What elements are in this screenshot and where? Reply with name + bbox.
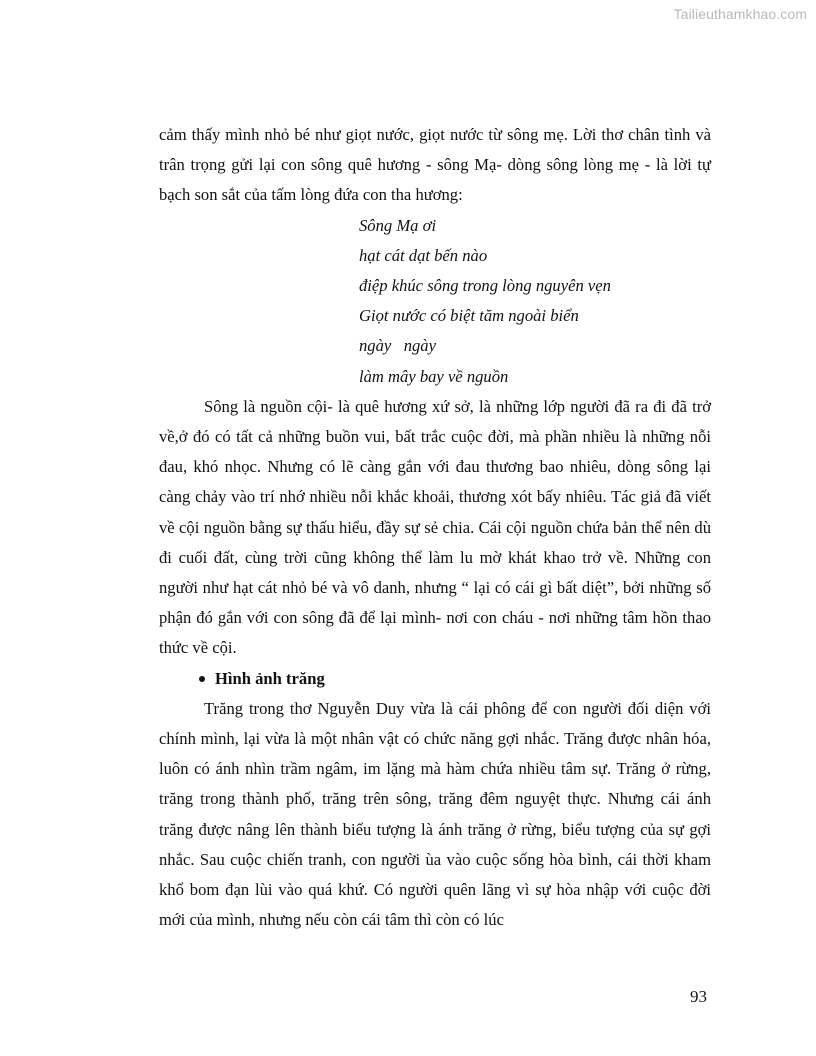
poem-line: ngày ngày [359, 336, 436, 356]
poem-line: làm mây bay về nguồn [359, 366, 509, 386]
poem-line: Giọt nước có biệt tăm ngoài biển [359, 306, 579, 326]
watermark: Tailieuthamkhao.com [673, 6, 807, 22]
poem-line: điệp khúc sông trong lòng nguyên vẹn [359, 276, 611, 296]
paragraph-moon-image: Trăng trong thơ Nguyễn Duy vừa là cái phông để con người đối diện với chính mình, lại vừa là một nhân vật có chức năng gợi nhắc. Trăng được nhân hóa, luôn có ánh nhìn trầm ngâm, im lặng mà hàm chứa nhiều tâm sự. Trăng ở rừng, trăng trong thành phố, trăng trên sông, trăng đêm nguyệt thực. Nhưng cái ánh trăng được nâng lên thành biểu tượng là ánh trăng ở rừng, biểu tượng của sự gợi nhắc. Sau cuộc chiến tranh, con người ùa vào cuộc sống hòa bình, cái thời kham khổ bom đạn lùi vào quá khứ. Có người quên lãng vì sự hòa nhập với cuộc đời mới của mình, nhưng nếu còn cái tâm thì còn có lúc [159, 698, 711, 930]
bullet-icon [199, 676, 205, 682]
paragraph-continuation: cảm thấy mình nhỏ bé như giọt nước, giọt nước từ sông mẹ. Lời thơ chân tình và trân trọng gửi lại con sông quê hương - sông Mạ- dòng sông lòng mẹ - là lời tự bạch son sắt của tấm lòng đứa con tha hương: [159, 125, 711, 205]
page-number: 93 [690, 987, 707, 1006]
poem-line: Sông Mạ ơi [359, 215, 437, 235]
paragraph-river-origin: Sông là nguồn cội- là quê hương xứ sở, là những lớp người đã ra đi đã trở về,ở đó có tất cả những buồn vui, bất trắc cuộc đời, mà phần nhiều là những nỗi đau, khó nhọc. Nhưng có lẽ càng gắn với đau thương bao nhiêu, dòng sông lại càng chảy vào trí nhớ nhiều nỗi khắc khoải, thương xót bấy nhiêu. Tác giả đã viết về cội nguồn bằng sự thấu hiểu, đầy sự sẻ chia. Cái cội nguồn chứa bản thể nên dù đi cuối đất, cùng trời cũng không thể làm lu mờ khát khao trở về. Những con người như hạt cát nhỏ bé và vô danh, nhưng “ lại có cái gì bất diệt”, bởi những số phận đó gắn với con sông đã để lại mình- nơi con cháu - nơi những tâm hồn thao thức về cội. [159, 396, 711, 658]
poem-stanza [159, 211, 711, 392]
poem-line: hạt cát dạt bến nào [359, 245, 488, 265]
page-body [159, 120, 711, 935]
section-heading [159, 664, 711, 694]
section-heading-text: Hình ảnh trăng [215, 668, 325, 688]
